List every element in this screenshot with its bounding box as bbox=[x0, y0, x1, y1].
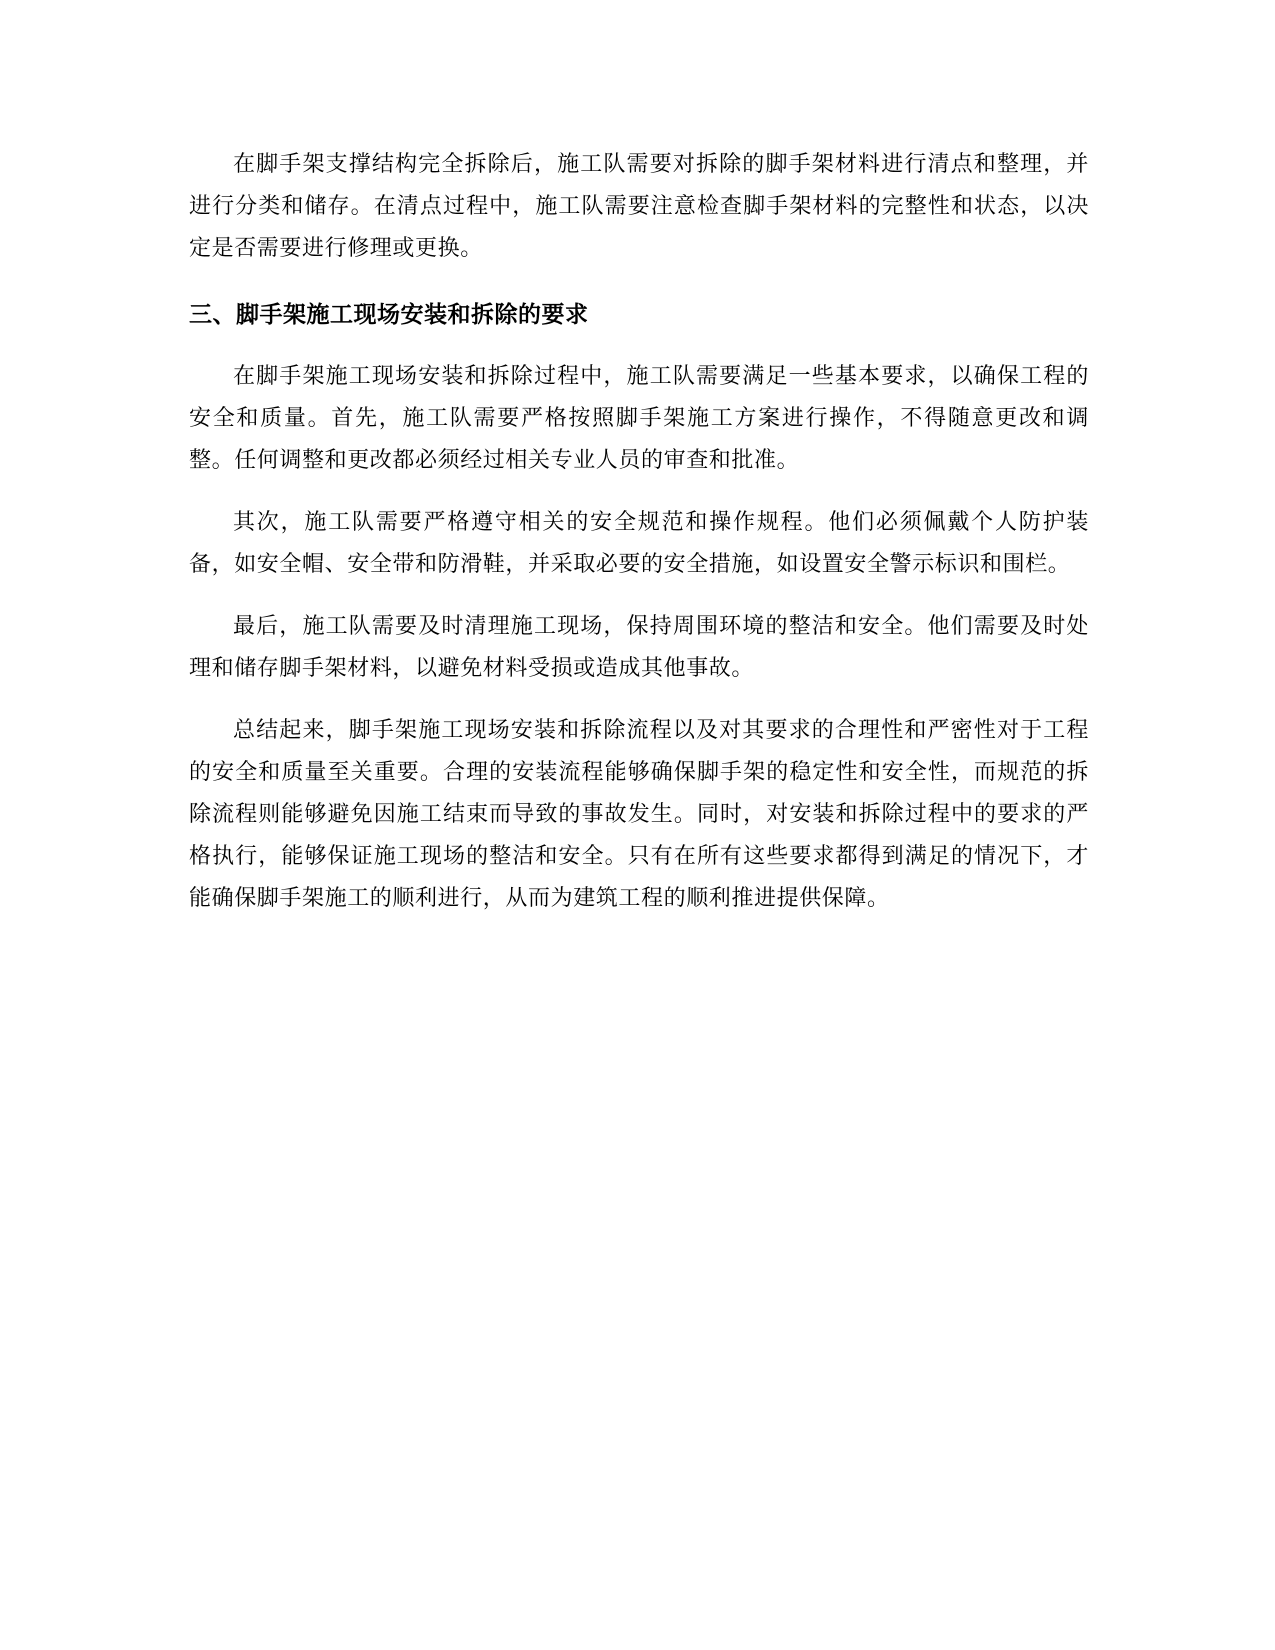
paragraph-basic-requirements: 在脚手架施工现场安装和拆除过程中，施工队需要满足一些基本要求，以确保工程的安全和质量。首先，施工队需要严格按照脚手架施工方案进行操作，不得随意更改和调整。任何调整和更改都必须经过相关专业人员的审查和批准。 bbox=[189, 364, 1089, 473]
paragraph-summary: 总结起来，脚手架施工现场安装和拆除流程以及对其要求的合理性和严密性对于工程的安全和质量至关重要。合理的安装流程能够确保脚手架的稳定性和安全性，而规范的拆除流程则能够避免因施工结束而导致的事故发生。同时，对安装和拆除过程中的要求的严格执行，能够保证施工现场的整洁和安全。只有在所有这些要求都得到满足的情况下，才能确保脚手架施工的顺利进行，从而为建筑工程的顺利推进提供保障。 bbox=[189, 718, 1089, 911]
paragraph-site-cleanup: 最后，施工队需要及时清理施工现场，保持周围环境的整洁和安全。他们需要及时处理和储存脚手架材料，以避免材料受损或造成其他事故。 bbox=[189, 614, 1089, 681]
paragraph-safety-regulations: 其次，施工队需要严格遵守相关的安全规范和操作规程。他们必须佩戴个人防护装备，如安全帽、安全带和防滑鞋，并采取必要的安全措施，如设置安全警示标识和围栏。 bbox=[189, 510, 1089, 577]
section-heading: 三、脚手架施工现场安装和拆除的要求 bbox=[189, 302, 589, 328]
document-body bbox=[189, 144, 1089, 920]
paragraph-material-sorting: 在脚手架支撑结构完全拆除后，施工队需要对拆除的脚手架材料进行清点和整理，并进行分类和储存。在清点过程中，施工队需要注意检查脚手架材料的完整性和状态，以决定是否需要进行修理或更换。 bbox=[189, 152, 1089, 261]
